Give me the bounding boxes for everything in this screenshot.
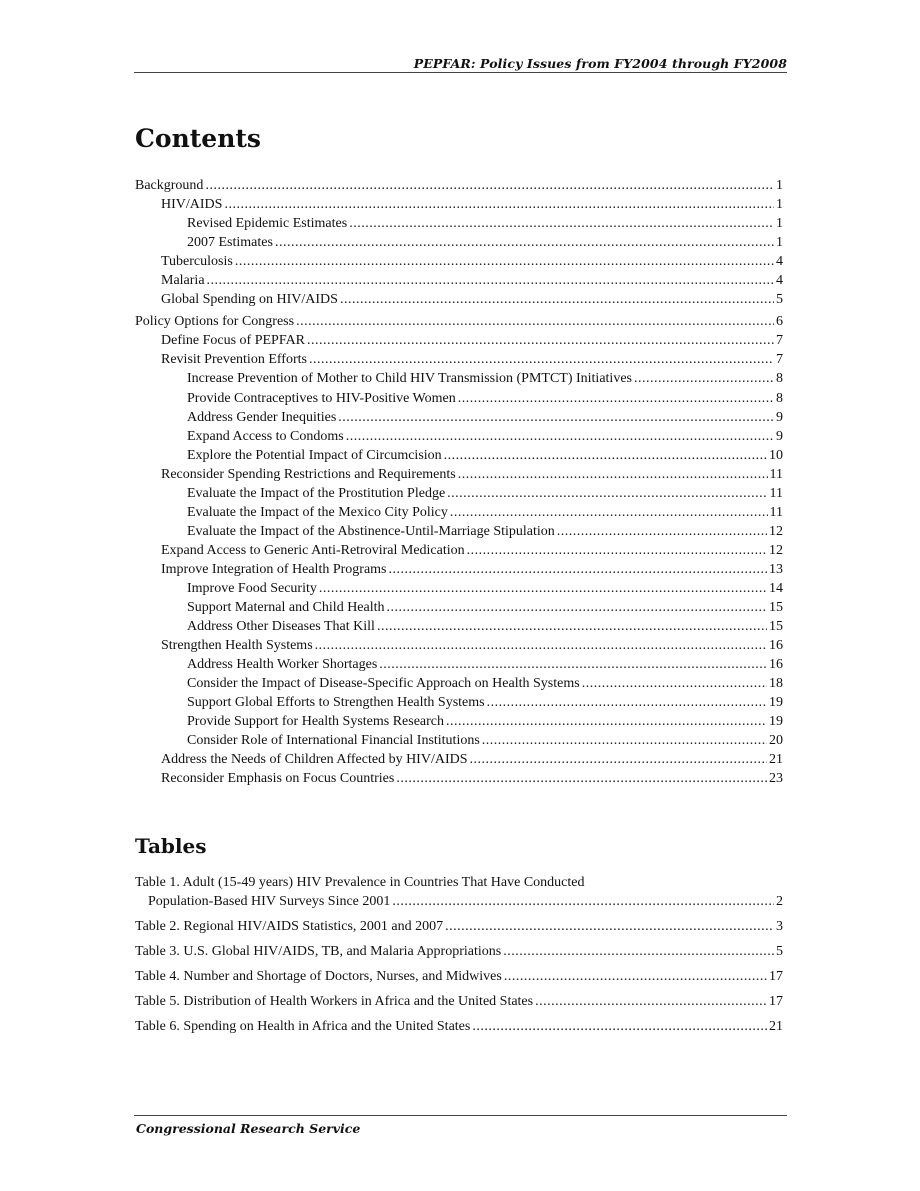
toc-entry-label: Reconsider Spending Restrictions and Requirements <box>161 466 456 482</box>
dot-leader <box>379 655 767 674</box>
toc-entry[interactable] <box>135 389 783 408</box>
dot-leader <box>458 389 774 408</box>
dot-leader <box>392 892 774 911</box>
table-list-entry[interactable] <box>135 917 783 936</box>
table-entry-page: 3 <box>776 919 783 934</box>
toc-entry[interactable] <box>135 522 783 541</box>
toc-entry[interactable] <box>135 214 783 233</box>
dot-leader <box>470 750 767 769</box>
toc-entry[interactable] <box>135 252 783 271</box>
toc-entry-label: Improve Integration of Health Programs <box>161 561 387 577</box>
dot-leader <box>340 290 774 309</box>
dot-leader <box>296 312 774 331</box>
toc-entry-page: 9 <box>776 428 783 444</box>
toc-entry-label: Define Focus of PEPFAR <box>161 333 306 349</box>
toc-entry-page: 13 <box>769 561 783 577</box>
toc-entry[interactable] <box>135 636 783 655</box>
toc-entry[interactable] <box>135 312 783 331</box>
toc-entry-label: Address Gender Inequities <box>187 409 337 425</box>
dot-leader <box>487 693 767 712</box>
toc-entry[interactable] <box>135 427 783 446</box>
table-list-entry[interactable] <box>135 873 783 911</box>
dot-leader <box>467 541 767 560</box>
footer-publisher: Congressional Research Service <box>136 1121 361 1136</box>
toc-entry-page: 21 <box>769 752 783 768</box>
dot-leader <box>396 769 767 788</box>
table-list-entry[interactable] <box>135 967 783 986</box>
dot-leader <box>557 522 767 541</box>
table-entry-page: 5 <box>776 944 783 959</box>
dot-leader <box>504 967 767 986</box>
toc-entry-label: HIV/AIDS <box>161 197 223 213</box>
toc-entry-page: 20 <box>769 733 783 749</box>
dot-leader <box>205 176 774 195</box>
dot-leader <box>446 712 767 731</box>
toc-entry-label: Global Spending on HIV/AIDS <box>161 292 338 308</box>
toc-entry-page: 4 <box>776 273 783 289</box>
dot-leader <box>319 579 767 598</box>
toc-entry[interactable] <box>135 560 783 579</box>
toc-entry-label: Support Maternal and Child Health <box>187 600 385 616</box>
running-header-title: PEPFAR: Policy Issues from FY2004 through FY2008 <box>413 56 787 71</box>
toc-entry-label: 2007 Estimates <box>187 235 273 251</box>
toc-entry-page: 8 <box>776 390 783 406</box>
contents-list <box>135 176 783 789</box>
dot-leader <box>535 992 767 1011</box>
toc-entry-label: Improve Food Security <box>187 580 317 596</box>
toc-entry-label: Consider the Impact of Disease-Specific Approach on Health Systems <box>187 676 580 692</box>
toc-entry-label: Revised Epidemic Estimates <box>187 216 348 232</box>
toc-entry-page: 6 <box>776 314 783 330</box>
dot-leader <box>389 560 768 579</box>
dot-leader <box>207 271 774 290</box>
toc-entry[interactable] <box>135 331 783 350</box>
dot-leader <box>346 427 774 446</box>
dot-leader <box>338 408 774 427</box>
toc-entry-label: Consider Role of International Financial Institutions <box>187 733 480 749</box>
toc-entry-page: 7 <box>776 352 783 368</box>
toc-entry[interactable] <box>135 195 783 214</box>
tables-list <box>135 873 783 1042</box>
toc-entry-page: 16 <box>769 638 783 654</box>
toc-entry-page: 11 <box>769 504 783 520</box>
toc-entry[interactable] <box>135 446 783 465</box>
toc-entry-label: Address Other Diseases That Kill <box>187 619 375 635</box>
toc-entry[interactable] <box>135 579 783 598</box>
toc-entry-label: Evaluate the Impact of the Prostitution Pledge <box>187 485 446 501</box>
toc-entry[interactable] <box>135 655 783 674</box>
toc-entry[interactable] <box>135 484 783 503</box>
toc-entry[interactable] <box>135 693 783 712</box>
toc-entry-label: Evaluate the Impact of the Abstinence-Until-Marriage Stipulation <box>187 523 555 539</box>
toc-entry-label: Explore the Potential Impact of Circumcision <box>187 447 442 463</box>
toc-entry-label: Provide Support for Health Systems Research <box>187 714 445 730</box>
toc-entry-page: 19 <box>769 695 783 711</box>
dot-leader <box>377 617 767 636</box>
toc-entry-page: 9 <box>776 409 783 425</box>
toc-entry[interactable] <box>135 233 783 252</box>
dot-leader <box>387 598 767 617</box>
toc-entry[interactable] <box>135 750 783 769</box>
toc-entry[interactable] <box>135 408 783 427</box>
toc-entry-label: Strengthen Health Systems <box>161 638 313 654</box>
toc-entry[interactable] <box>135 731 783 750</box>
toc-entry-page: 12 <box>769 523 783 539</box>
toc-entry-page: 14 <box>769 580 783 596</box>
dot-leader <box>482 731 767 750</box>
dot-leader <box>349 214 774 233</box>
toc-entry[interactable] <box>135 176 783 195</box>
toc-entry[interactable] <box>135 465 783 484</box>
toc-entry-label: Address the Needs of Children Affected by HIV/AIDS <box>161 752 468 768</box>
toc-entry[interactable] <box>135 350 783 369</box>
toc-entry-label: Address Health Worker Shortages <box>187 657 378 673</box>
dot-leader <box>458 465 768 484</box>
toc-entry-label: Revisit Prevention Efforts <box>161 352 307 368</box>
toc-entry[interactable] <box>135 503 783 522</box>
toc-entry-page: 1 <box>776 178 783 193</box>
toc-entry[interactable] <box>135 541 783 560</box>
toc-entry[interactable] <box>135 712 783 731</box>
table-list-entry[interactable] <box>135 992 783 1011</box>
dot-leader <box>582 674 767 693</box>
table-entry-label: Table 2. Regional HIV/AIDS Statistics, 2001 and 2007 <box>135 919 444 934</box>
toc-entry-page: 4 <box>776 254 783 270</box>
dot-leader <box>472 1017 767 1036</box>
dot-leader <box>315 636 767 655</box>
dot-leader <box>224 195 774 214</box>
toc-entry[interactable] <box>135 271 783 290</box>
toc-entry-label: Background <box>135 178 204 193</box>
toc-entry-label: Policy Options for Congress <box>135 314 295 330</box>
toc-entry[interactable] <box>135 674 783 693</box>
table-entry-label-line1: Table 1. Adult (15-49 years) HIV Prevalence in Countries That Have Conducted <box>135 875 585 890</box>
toc-entry-label: Expand Access to Condoms <box>187 428 344 444</box>
contents-heading: Contents <box>135 124 262 153</box>
toc-entry[interactable] <box>135 598 783 617</box>
toc-entry-page: 15 <box>769 600 783 616</box>
toc-entry-page: 1 <box>776 197 783 213</box>
toc-entry-page: 12 <box>769 542 783 558</box>
toc-entry-page: 15 <box>769 619 783 635</box>
dot-leader <box>275 233 774 252</box>
toc-entry[interactable] <box>135 769 783 788</box>
table-entry-page: 17 <box>769 994 783 1009</box>
dot-leader <box>309 350 774 369</box>
toc-entry-page: 10 <box>769 447 783 463</box>
dot-leader <box>634 369 774 388</box>
dot-leader <box>445 917 774 936</box>
table-entry-label: Table 4. Number and Shortage of Doctors, Nurses, and Midwives <box>135 969 502 984</box>
toc-entry-label: Reconsider Emphasis on Focus Countries <box>161 771 395 787</box>
toc-entry[interactable] <box>135 290 783 309</box>
dot-leader <box>447 484 767 503</box>
toc-entry-page: 23 <box>769 771 783 787</box>
toc-entry-page: 11 <box>769 485 783 501</box>
table-entry-page: 17 <box>769 969 783 984</box>
tables-heading: Tables <box>135 834 207 858</box>
toc-entry-label: Provide Contraceptives to HIV-Positive Women <box>187 390 456 406</box>
toc-entry-label: Expand Access to Generic Anti-Retroviral Medication <box>161 542 465 558</box>
toc-entry-page: 8 <box>776 371 783 387</box>
toc-entry-page: 1 <box>776 235 783 251</box>
toc-entry-label: Tuberculosis <box>161 254 233 270</box>
dot-leader <box>450 503 768 522</box>
toc-entry-page: 1 <box>776 216 783 232</box>
dot-leader <box>235 252 774 271</box>
toc-entry-label: Increase Prevention of Mother to Child HIV Transmission (PMTCT) Initiatives <box>187 371 632 387</box>
table-list-entry[interactable] <box>135 1017 783 1036</box>
table-entry-page: 21 <box>769 1019 783 1034</box>
toc-entry-label: Malaria <box>161 273 205 289</box>
toc-entry-page: 16 <box>769 657 783 673</box>
dot-leader <box>503 942 774 961</box>
table-entry-page: 2 <box>776 894 783 909</box>
header-rule <box>134 72 787 73</box>
dot-leader <box>307 331 774 350</box>
dot-leader <box>444 446 767 465</box>
toc-entry[interactable] <box>135 617 783 636</box>
table-entry-label: Table 6. Spending on Health in Africa and the United States <box>135 1019 471 1034</box>
toc-entry-page: 7 <box>776 333 783 349</box>
toc-entry-page: 18 <box>769 676 783 692</box>
toc-entry-page: 19 <box>769 714 783 730</box>
toc-entry[interactable] <box>135 369 783 388</box>
table-entry-label: Table 3. U.S. Global HIV/AIDS, TB, and Malaria Appropriations <box>135 944 502 959</box>
toc-entry-label: Support Global Efforts to Strengthen Health Systems <box>187 695 485 711</box>
footer-rule <box>134 1115 787 1116</box>
table-list-entry[interactable] <box>135 942 783 961</box>
toc-entry-label: Evaluate the Impact of the Mexico City Policy <box>187 504 448 520</box>
toc-entry-page: 11 <box>769 466 783 482</box>
table-entry-label: Population-Based HIV Surveys Since 2001 <box>148 894 391 909</box>
toc-entry-page: 5 <box>776 292 783 308</box>
table-entry-label: Table 5. Distribution of Health Workers in Africa and the United States <box>135 994 534 1009</box>
